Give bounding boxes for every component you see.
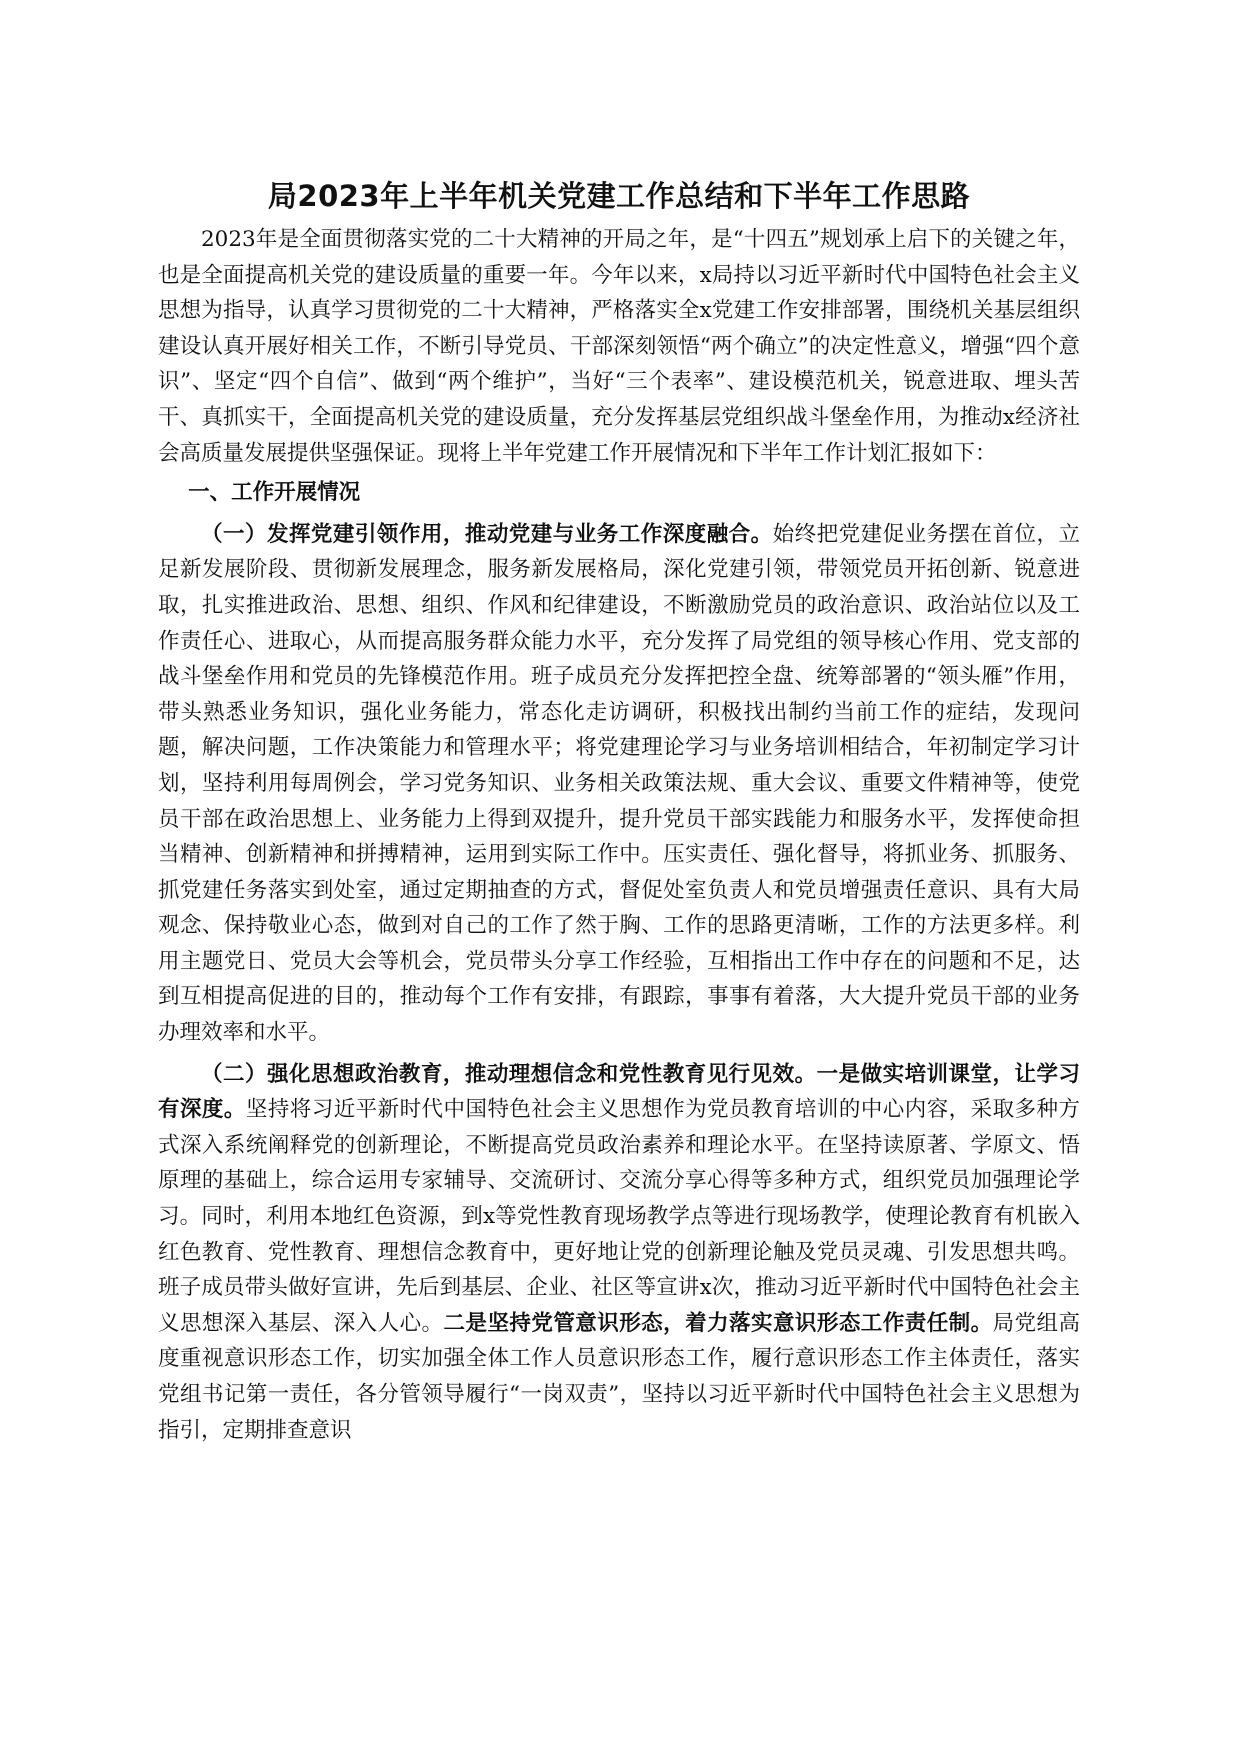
paragraph-party-building-lead xyxy=(158,517,1080,1051)
document-title: 局2023年上半年机关党建工作总结和下半年工作思路 xyxy=(267,179,971,213)
intro-paragraph: 2023年是全面贯彻落实党的二十大精神的开局之年，是“十四五”规划承上启下的关键之年，也是全面提高机关党的建设质量的重要一年。今年以来，x局持以习近平新时代中国特色社会主义思想为指导，认真学习贯彻党的二十大精神，严格落实全x党建工作安排部署，围绕机关基层组织建设认真开展好相关工作，不断引导党员、干部深刻领悟“两个确立”的决定性意义，增强“四个意识”、坚定“四个自信”、做到“两个维护”，当好“三个表率”、建设模范机关，锐意进取、埋头苦干、真抓实干，全面提高机关党的建设质量，充分发挥基层党组织战斗堡垒作用，为推动x经济社会高质量发展提供坚强保证。现将上半年党建工作开展情况和下半年工作计划汇报如下： xyxy=(158,227,1080,466)
sub-point-heading: 二是坚持党管意识形态，着力落实意识形态工作责任制。 xyxy=(443,1310,993,1336)
paragraph-ideological-education xyxy=(158,1057,1080,1449)
paragraph-lead-text: （一）发挥党建引领作用，推动党建与业务工作深度融合。 xyxy=(201,521,773,547)
section-heading-work-progress: 一、工作开展情况 xyxy=(188,480,361,506)
document-page xyxy=(158,176,1080,1448)
sub-point-heading: 一是做实培训课堂，让学习有深度。 xyxy=(158,1061,1080,1123)
paragraph-body-text: 局党组高度重视意识形态工作，切实加强全体工作人员意识形态工作，履行意识形态工作主体责任，落实党组书记第一责任，各分管领导履行“一岗双责”，坚持以习近平新时代中国特色社会主义思想为指引，定期排查意识 xyxy=(158,1310,1080,1443)
paragraph-body-text: 坚持将习近平新时代中国特色社会主义思想作为党员教育培训的中心内容，采取多种方式深入系统阐释党的创新理论，不断提高党员政治素养和理论水平。在坚持读原著、学原文、悟原理的基础上，综合运用专家辅导、交流研讨、交流分享心得等多种方式，组织党员加强理论学习。同时，利用本地红色资源，到x等党性教育现场教学点等进行现场教学，使理论教育有机嵌入红色教育、党性教育、理想信念教育中，更好地让党的创新理论触及党员灵魂、引发思想共鸣。班子成员带头做好宣讲，先后到基层、企业、社区等宣讲x次，推动习近平新时代中国特色社会主义思想深入基层、深入人心。 xyxy=(158,1097,1080,1336)
paragraph-lead-text: （二）强化思想政治教育，推动理想信念和党性教育见行见效。 xyxy=(201,1061,817,1087)
paragraph-body-text: 始终把党建促业务摆在首位，立足新发展阶段、贯彻新发展理念，服务新发展格局，深化党建引领，带领党员开拓创新、锐意进取，扎实推进政治、思想、组织、作风和纪律建设，不断激励党员的政治意识、政治站位以及工作责任心、进取心，从而提高服务群众能力水平，充分发挥了局党组的领导核心作用、党支部的战斗堡垒作用和党员的先锋模范作用。班子成员充分发挥把控全盘、统筹部署的“领头雁”作用，带头熟悉业务知识，强化业务能力，常态化走访调研，积极找出制约当前工作的症结，发现问题，解决问题，工作决策能力和管理水平；将党建理论学习与业务培训相结合，年初制定学习计划，坚持利用每周例会，学习党务知识、业务相关政策法规、重大会议、重要文件精神等，使党员干部在政治思想上、业务能力上得到双提升，提升党员干部实践能力和服务水平，发挥使命担当精神、创新精神和拼搏精神，运用到实际工作中。压实责任、强化督导，将抓业务、抓服务、抓党建任务落实到处室，通过定期抽查的方式，督促处室负责人和党员增强责任意识、具有大局观念、保持敬业心态，做到对自己的工作了然于胸、工作的思路更清晰，工作的方法更多样。利用主题党日、党员大会等机会，党员带头分享工作经验，互相指出工作中存在的问题和不足，达到互相提高促进的目的，推动每个工作有安排，有跟踪，事事有着落，大大提升党员干部的业务办理效率和水平。 xyxy=(158,521,1080,1046)
